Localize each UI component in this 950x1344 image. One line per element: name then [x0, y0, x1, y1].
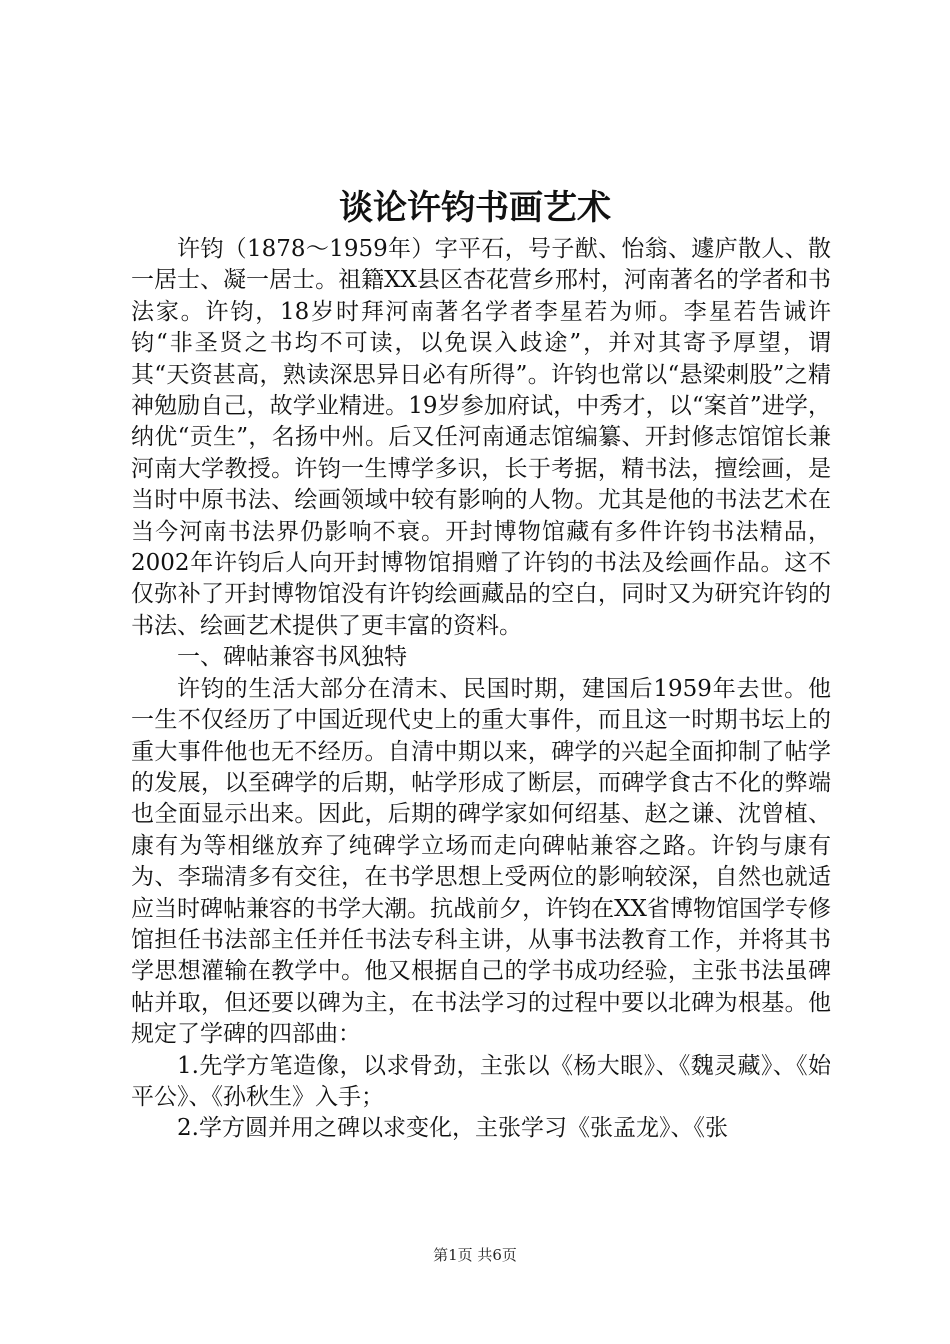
page-footer: 第1页 共6页 — [433, 1246, 517, 1264]
paragraph-intro: 许钧（1878～1959年）字平石，号子猷、怡翁、遽庐散人、散一居士、凝一居士。祖籍XX县区杏花营乡邢村，河南著名的学者和书法家。许钧，18岁时拜河南著名学者李星若为师。李星若告诫许钧“非圣贤之书均不可读，以免误入歧途”，并对其寄予厚望，谓其“天资甚高，熟读深思异日必有所得”。许钧也常以“悬梁刺股”之精神勉励自己，故学业精进。19岁参加府试，中秀才，以“案首”进学，纳优“贡生”，名扬中州。后又任河南通志馆编纂、开封修志馆馆长兼河南大学教授。许钧一生博学多识，长于考据，精书法，擅绘画，是当时中原书法、绘画领域中较有影响的人物。尤其是他的书法艺术在当今河南书法界仍影响不衰。开封博物馆藏有多件许钧书法精品，2002年许钧后人向开封博物馆捐赠了许钧的书法及绘画作品。这不仅弥补了开封博物馆没有许钧绘画藏品的空白，同时又为研究许钧的书法、绘画艺术提供了更丰富的资料。 — [131, 236, 831, 639]
document-title: 谈论许钧书画艺术 — [339, 188, 611, 228]
list-item-1: 1.先学方笔造像，以求骨劲，主张以《杨大眼》、《魏灵藏》、《始平公》、《孙秋生》入手； — [131, 1052, 831, 1110]
list-item-2: 2.学方圆并用之碑以求变化，主张学习《张孟龙》、《张 — [177, 1115, 728, 1142]
section-heading: 一、碑帖兼容书风独特 — [177, 644, 407, 671]
document-body — [131, 234, 831, 1145]
paragraph-section-1: 许钧的生活大部分在清末、民国时期，建国后1959年去世。他一生不仅经历了中国近现代史上的重大事件，而且这一时期书坛上的重大事件他也无不经历。自清中期以来，碑学的兴起全面抑制了帖学的发展，以至碑学的后期，帖学形成了断层，而碑学食古不化的弊端也全面显示出来。因此，后期的碑学家如何绍基、赵之谦、沈曾植、康有为等相继放弃了纯碑学立场而走向碑帖兼容之路。许钧与康有为、李瑞清多有交往，在书学思想上受两位的影响较深，自然也就适应当时碑帖兼容的书学大潮。抗战前夕，许钧在XX省博物馆国学专修馆担任书法部主任并任书法专科主讲，从事书法教育工作，并将其书学思想灌输在教学中。他又根据自己的学书成功经验，主张书法虽碑帖并取，但还要以碑为主，在书法学习的过程中要以北碑为根基。他规定了学碑的四部曲： — [131, 675, 831, 1048]
